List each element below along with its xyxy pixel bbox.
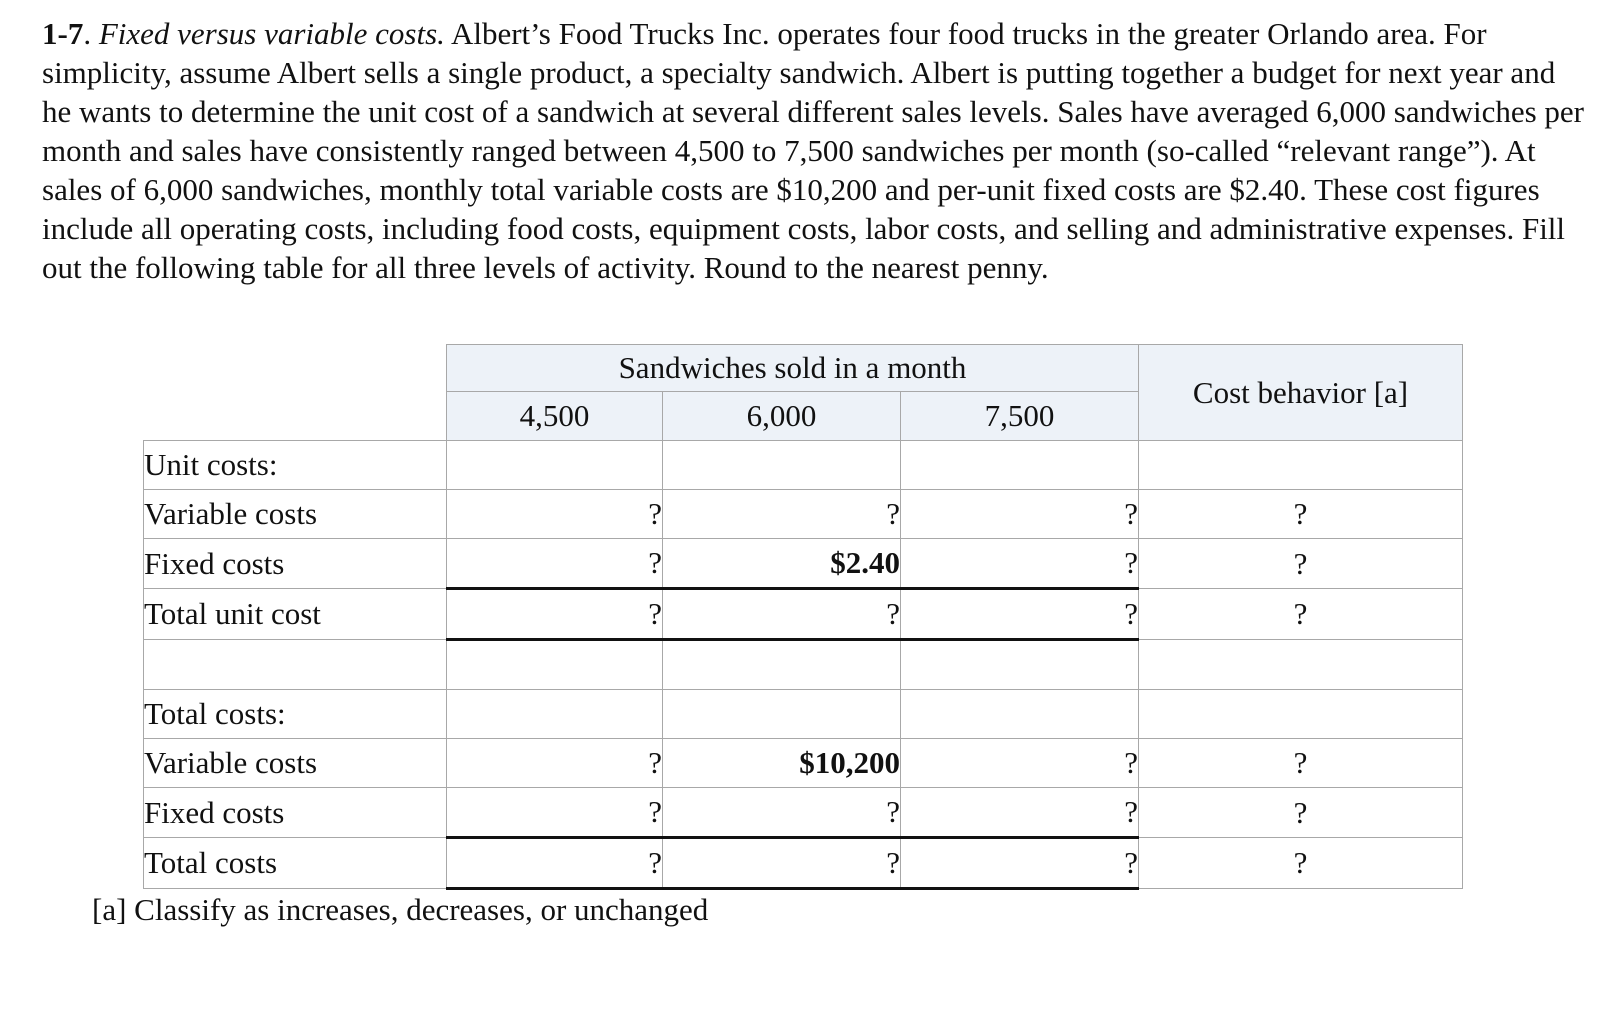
empty-cell xyxy=(901,690,1139,739)
value-cell: ? xyxy=(663,788,901,838)
value-cell: ? xyxy=(901,539,1139,589)
behavior-cell: ? xyxy=(1139,539,1463,589)
empty-cell xyxy=(1139,441,1463,490)
table-row xyxy=(144,539,1463,589)
section-label-unit-costs: Unit costs: xyxy=(144,441,447,490)
value-cell: ? xyxy=(901,589,1139,640)
row-label: Fixed costs xyxy=(144,788,447,838)
empty-cell xyxy=(1139,690,1463,739)
col-header-4500: 4,500 xyxy=(447,392,663,441)
value-cell: ? xyxy=(901,739,1139,788)
behavior-cell: ? xyxy=(1139,739,1463,788)
row-label: Variable costs xyxy=(144,490,447,539)
problem-text: Albert’s Food Trucks Inc. operates four food trucks in the greater Orlando area. For simplicity, assume Albert sells a single product, a specialty sandwich. Albert is putting together a budget for next year and he wants to determine the unit cost of a sandwich at several different sales levels. Sales have averaged 6,000 sandwiches per month and sales have consistently ranged between 4,500 to 7,500 sandwiches per month (so-called “relevant range”). At sales of 6,000 sandwiches, monthly total variable costs are $10,200 and per-unit fixed costs are $2.40. These cost figures include all operating costs, including food costs, equipment costs, labor costs, and selling and administrative expenses. Fill out the following table for all three levels of activity. Round to the nearest penny. xyxy=(42,16,1585,285)
col-header-7500: 7,500 xyxy=(901,392,1139,441)
behavior-cell: ? xyxy=(1139,490,1463,539)
problem-topic: Fixed versus variable costs. xyxy=(98,16,445,51)
value-cell: ? xyxy=(447,539,663,589)
footnote: [a] Classify as increases, decreases, or unchanged xyxy=(92,892,709,927)
row-label: Total costs xyxy=(144,838,447,889)
behavior-cell: ? xyxy=(1139,589,1463,640)
value-cell: ? xyxy=(447,838,663,889)
empty-cell xyxy=(663,690,901,739)
empty-cell xyxy=(144,640,447,690)
problem-statement: 1-7. Fixed versus variable costs. Albert’s Food Trucks Inc. operates four food trucks in the greater Orlando area. For simplicity, assume Albert sells a single product, a specialty sandwich. Albert is putting together a budget for next year and he wants to determine the unit cost of a sandwich at several different sales levels. Sales have averaged 6,000 sandwiches per month and sales have consistently ranged between 4,500 to 7,500 sandwiches per month (so-called “relevant range”). At sales of 6,000 sandwiches, monthly total variable costs are $10,200 and per-unit fixed costs are $2.40. These cost figures include all operating costs, including food costs, equipment costs, labor costs, and selling and administrative expenses. Fill out the following table for all three levels of activity. Round to the nearest penny. xyxy=(42,16,1585,285)
group-header-row xyxy=(144,345,1463,392)
corner-cell xyxy=(144,345,447,441)
unit-costs-section-row xyxy=(144,441,1463,490)
table-row xyxy=(144,838,1463,889)
spacer-row xyxy=(144,640,1463,690)
row-label: Fixed costs xyxy=(144,539,447,589)
empty-cell xyxy=(901,640,1139,690)
value-cell: $2.40 xyxy=(663,539,901,589)
value-cell: ? xyxy=(447,788,663,838)
group-header: Sandwiches sold in a month xyxy=(447,345,1139,392)
value-cell: ? xyxy=(901,788,1139,838)
value-cell: ? xyxy=(447,589,663,640)
value-cell: ? xyxy=(447,739,663,788)
empty-cell xyxy=(447,441,663,490)
row-label: Total unit cost xyxy=(144,589,447,640)
value-cell: ? xyxy=(663,838,901,889)
table-row xyxy=(144,788,1463,838)
empty-cell xyxy=(1139,640,1463,690)
behavior-cell: ? xyxy=(1139,788,1463,838)
cost-behavior-header: Cost behavior [a] xyxy=(1139,345,1463,441)
cost-table xyxy=(143,344,1463,890)
value-cell: ? xyxy=(901,838,1139,889)
empty-cell xyxy=(901,441,1139,490)
section-label-total-costs: Total costs: xyxy=(144,690,447,739)
empty-cell xyxy=(663,640,901,690)
value-cell: ? xyxy=(901,490,1139,539)
total-costs-section-row xyxy=(144,690,1463,739)
table-row xyxy=(144,589,1463,640)
col-header-6000: 6,000 xyxy=(663,392,901,441)
value-cell: ? xyxy=(663,490,901,539)
empty-cell xyxy=(447,640,663,690)
value-cell: $10,200 xyxy=(663,739,901,788)
value-cell: ? xyxy=(447,490,663,539)
empty-cell xyxy=(663,441,901,490)
behavior-cell: ? xyxy=(1139,838,1463,889)
value-cell: ? xyxy=(663,589,901,640)
table-row xyxy=(144,490,1463,539)
problem-number: 1-7 xyxy=(42,16,84,51)
empty-cell xyxy=(447,690,663,739)
table-row xyxy=(144,739,1463,788)
row-label: Variable costs xyxy=(144,739,447,788)
